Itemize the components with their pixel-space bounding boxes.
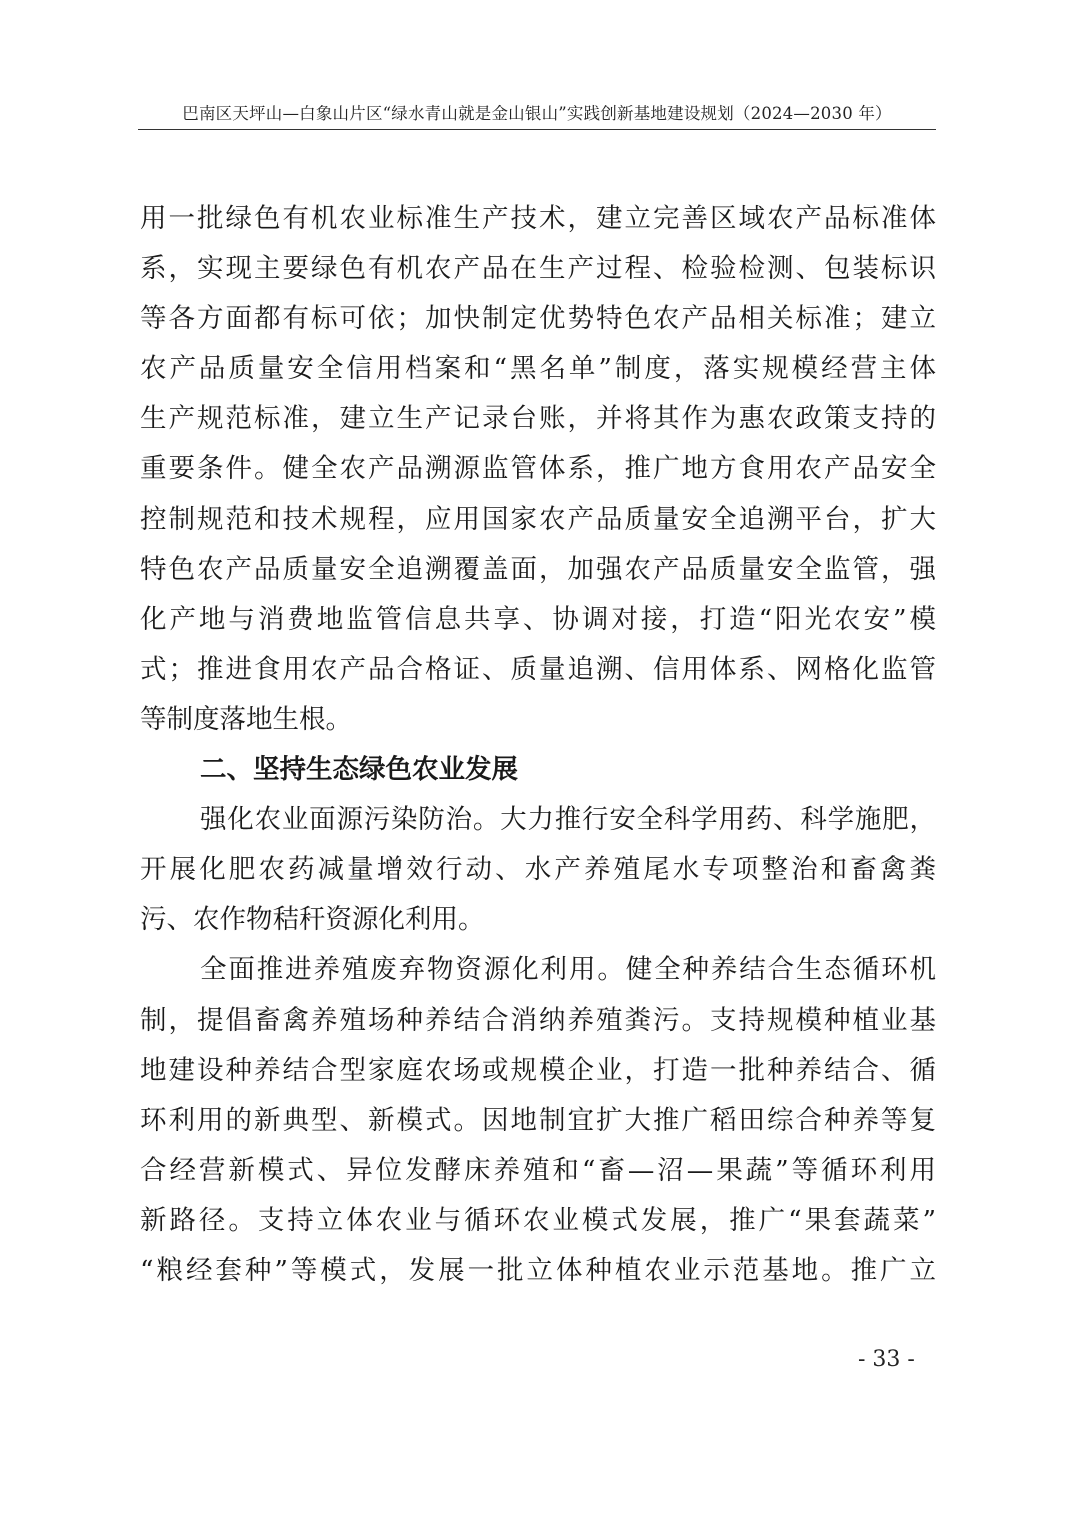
running-header: 巴南区天坪山—白象山片区“绿水青山就是金山银山”实践创新基地建设规划（2024—2030 年） (182, 104, 892, 123)
page-number: - 33 - (858, 1347, 915, 1372)
paragraph-line: 强化农业面源污染防治。大力推行安全科学用药、科学施肥， (200, 804, 936, 836)
section-heading: 二、坚持生态绿色农业发展 (200, 754, 518, 786)
paragraph-line: 地建设种养结合型家庭农场或规模企业，打造一批种养结合、循 (140, 1054, 936, 1086)
paragraph-line: 控制规范和技术规程，应用国家农产品质量安全追溯平台，扩大 (140, 503, 936, 535)
paragraph-line: 制，提倡畜禽养殖场种养结合消纳养殖粪污。支持规模种植业基 (140, 1004, 936, 1036)
paragraph-line: 式；推进食用农产品合格证、质量追溯、信用体系、网格化监管 (140, 653, 936, 685)
paragraph-line: 系，实现主要绿色有机农产品在生产过程、检验检测、包装标识 (140, 253, 936, 285)
paragraph-line: 环利用的新典型、新模式。因地制宜扩大推广稻田综合种养等复 (140, 1104, 936, 1136)
paragraph-line: 用一批绿色有机农业标准生产技术，建立完善区域农产品标准体 (140, 203, 936, 234)
paragraph-line: 污、农作物秸秆资源化利用。 (140, 904, 485, 936)
body-text (140, 194, 936, 1296)
paragraph-line: 农产品质量安全信用档案和“黑名单”制度，落实规模经营主体 (140, 353, 936, 385)
paragraph-line: “粮经套种”等模式，发展一批立体种植农业示范基地。推广立 (140, 1254, 936, 1286)
paragraph-line: 生产规范标准，建立生产记录台账，并将其作为惠农政策支持的 (140, 403, 936, 435)
paragraph-line: 新路径。支持立体农业与循环农业模式发展，推广“果套蔬菜” (140, 1204, 936, 1236)
paragraph-line: 全面推进养殖废弃物资源化利用。健全种养结合生态循环机 (200, 954, 936, 986)
paragraph-line: 等制度落地生根。 (140, 703, 352, 735)
header-rule (138, 129, 936, 130)
paragraph-line: 化产地与消费地监管信息共享、协调对接，打造“阳光农安”模 (140, 603, 936, 635)
paragraph-line: 重要条件。健全农产品溯源监管体系，推广地方食用农产品安全 (140, 453, 936, 485)
paragraph-line: 等各方面都有标可依；加快制定优势特色农产品相关标准；建立 (140, 303, 936, 335)
paragraph-line: 合经营新模式、异位发酵床养殖和“畜—沼—果蔬”等循环利用 (140, 1154, 936, 1186)
paragraph-line: 特色农产品质量安全追溯覆盖面，加强农产品质量安全监管，强 (140, 553, 936, 585)
paragraph-line: 开展化肥农药减量增效行动、水产养殖尾水专项整治和畜禽粪 (140, 854, 936, 886)
